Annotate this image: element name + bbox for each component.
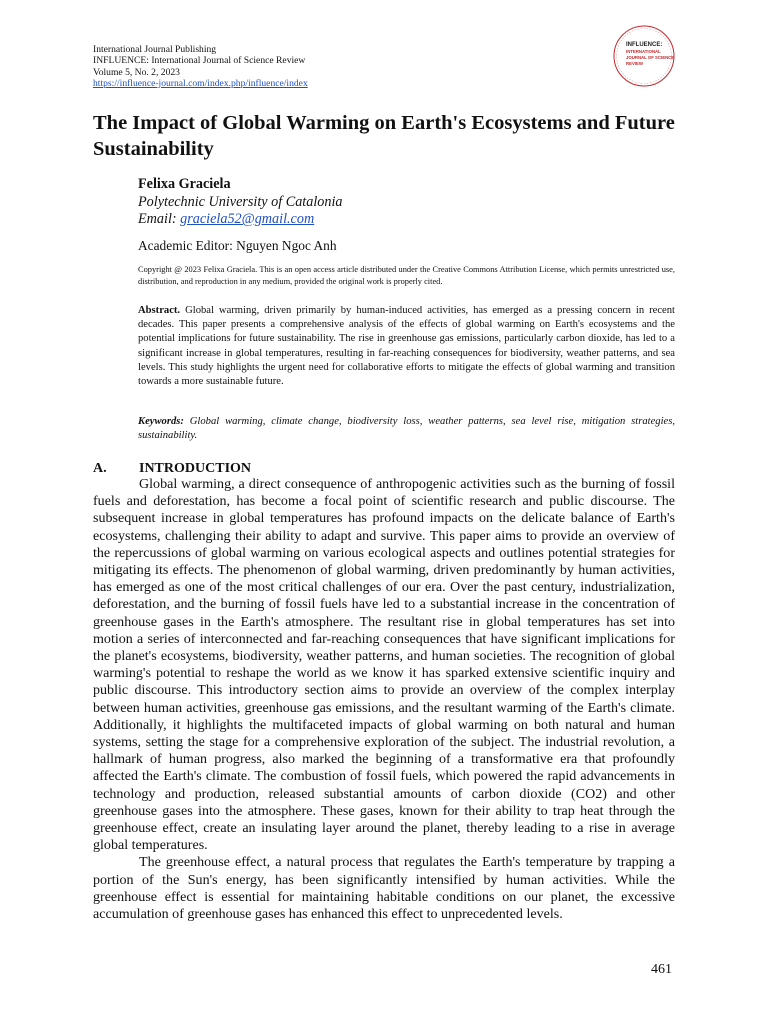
- paper-title: The Impact of Global Warming on Earth's Ecosystems and Future Sustainability: [93, 112, 675, 160]
- page-number: 461: [651, 962, 672, 977]
- journal-link[interactable]: https://influence-journal.com/index.php/influence/index: [93, 78, 308, 90]
- keywords-text: Global warming, climate change, biodiversity loss, weather patterns, sea level rise, mitigation strategies, sustainability.: [138, 416, 676, 442]
- body-paragraph: Global warming, a direct consequence of anthropogenic activities such as the burning of fossil fuels and deforestation, has become a focal point of scientific research and public discourse. The subsequent increase in global temperatures has profound impacts on the delicate balance of Earth's ecosystems, challenging their ability to adapt and survive. This paper aims to provide an overview of the repercussions of global warming on various ecological aspects and outlines potential strategies for mitigating its effects. The phenomenon of global warming, driven predominantly by human activities, has emerged as one of the most critical challenges of our era. Over the past century, industrialization, deforestation, and the burning of fossil fuels have led to a substantial increase in the concentration of greenhouse gases in the Earth's atmosphere. The resultant rise in global temperatures has set into motion a series of interconnected and far-reaching consequences that have significant implications for the planet's ecosystems, biodiversity, weather patterns, and human societies. The recognition of global warming's potential to reshape the world as we know it has sparked extensive scientific inquiry and public discourse. This introductory section aims to provide an overview of the complex interplay between human activities, greenhouse gas emissions, and the resultant warming of the Earth's climate. Additionally, it highlights the multifaceted impacts of global warming on both natural and human systems, setting the stage for a comprehensive exploration of the subject. The industrial revolution, a hallmark of human progress, also marked the beginning of a transformative era that profoundly affected the Earth's climate. The combustion of fossil fuels, which powered the rapid advancements in technology and production, released substantial amounts of carbon dioxide (CO2) and other greenhouse gases into the atmosphere. These gases, known for their ability to trap heat through the greenhouse effect, create an insulating layer around the planet, thereby leading to a rise in average global temperatures.: [93, 476, 675, 854]
- logo-text-2: INTERNATIONAL: [626, 49, 661, 54]
- email-link[interactable]: graciela52@gmail.com: [180, 211, 315, 227]
- keywords-label: Keywords:: [138, 416, 184, 427]
- email-label: Email:: [138, 211, 177, 227]
- author-email: [138, 211, 683, 229]
- volume-info: Volume 5, No. 2, 2023: [93, 66, 180, 78]
- section-body: [93, 476, 675, 923]
- body-paragraph: The greenhouse effect, a natural process that regulates the Earth's temperature by trapping a portion of the Sun's energy, has been significantly intensified by human activities. While the greenhouse effect is essential for maintaining habitable conditions on our planet, the excessive accumulation of greenhouse gases has enhanced this effect to unprecedented levels.: [93, 854, 675, 923]
- journal-logo: [612, 24, 676, 88]
- journal-name: INFLUENCE: International Journal of Science Review: [93, 55, 306, 67]
- author-affiliation: Polytechnic University of Catalonia: [138, 193, 343, 210]
- copyright-notice: Copyright @ 2023 Felixa Graciela. This is an open access article distributed under the Creative Commons Attribution License, which permits unrestricted use, distribution, and reproduction in any medium, provided the original work is properly cited.: [138, 265, 675, 286]
- publisher-name: International Journal Publishing: [93, 44, 217, 55]
- keywords: [138, 415, 675, 443]
- section-heading: [93, 460, 251, 477]
- section-title: INTRODUCTION: [139, 461, 252, 476]
- section-number: A.: [93, 461, 107, 476]
- logo-text-4: REVIEW: [626, 61, 643, 66]
- abstract-text: Global warming, driven primarily by human-induced activities, has emerged as a pressing concern in recent decades. This paper presents a comprehensive analysis of the effects of global warming on Earth's ecosystems and the potential implications for future sustainability. The rise in greenhouse gas emissions, particularly carbon dioxide, has led to a significant increase in global temperatures, resulting in far-reaching consequences for biodiversity, weather patterns, and sea levels. This study highlights the urgent need for collaborative efforts to mitigate the effects of global warming and transition towards a more sustainable future.: [138, 305, 675, 388]
- author-name: Felixa Graciela: [138, 176, 231, 192]
- author-block: [138, 176, 683, 229]
- logo-text-1: INFLUENCE:: [626, 42, 663, 48]
- journal-header: [93, 44, 308, 90]
- academic-editor: Academic Editor: Nguyen Ngoc Anh: [138, 238, 337, 253]
- logo-text-3: JOURNAL OF SCIENCE: [626, 55, 675, 60]
- abstract-label: Abstract.: [138, 305, 181, 316]
- abstract: [138, 304, 675, 389]
